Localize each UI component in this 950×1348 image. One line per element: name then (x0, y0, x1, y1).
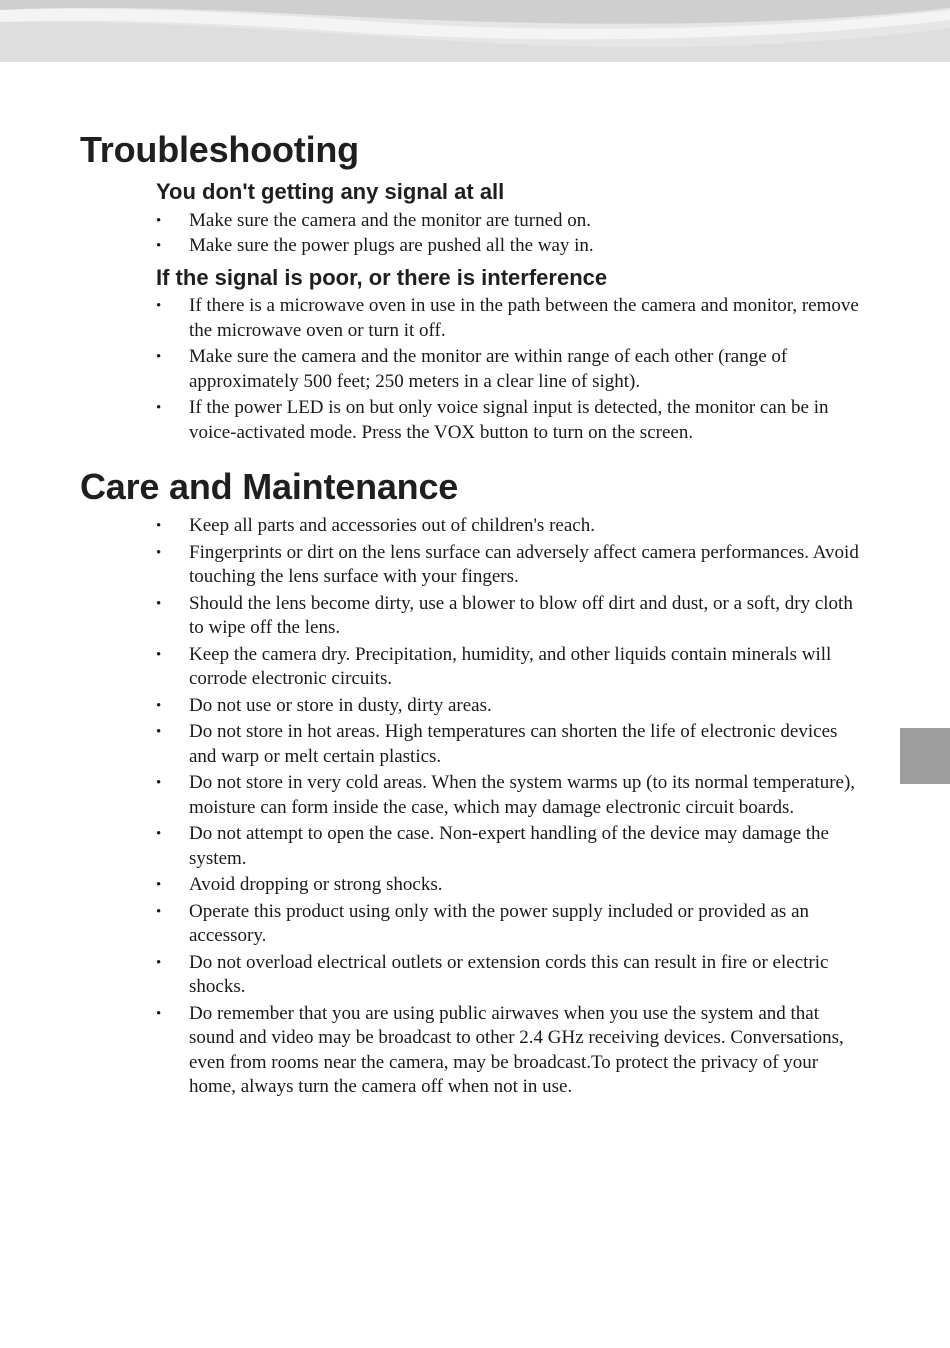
poor-signal-list (156, 294, 866, 445)
no-signal-heading: You don't getting any signal at all (156, 179, 505, 204)
bullet-icon: • (156, 724, 162, 740)
list-item: • If the power LED is on but only voice signal input is detected, the monitor can be in voice-activated mode. Press the VOX button to turn on the screen. (156, 397, 829, 443)
list-item: • Should the lens become dirty, use a blower to blow off dirt and dust, or a soft, dry cloth to wipe off the lens. (156, 592, 853, 638)
bullet-icon: • (156, 237, 162, 254)
list-item: • Make sure the camera and the monitor are within range of each other (range of approximately 500 feet; 250 meters in a clear line of sight). (156, 346, 788, 392)
bullet-icon: • (156, 775, 162, 791)
bullet-icon: • (156, 1005, 162, 1022)
bullet-icon: • (156, 646, 162, 663)
list-item: • Keep the camera dry. Precipitation, humidity, and other liquids contain minerals will corrode electronic circuits. (156, 643, 832, 689)
bullet-icon: • (156, 903, 162, 920)
bullet-icon: • (156, 298, 162, 314)
bullet-icon: • (156, 400, 162, 416)
poor-signal-heading: If the signal is poor, or there is interference (156, 265, 608, 290)
list-item: • Do not store in very cold areas. When the system warms up (to its normal temperature), moisture can form inside the case, which may damage electronic circuit boards. (156, 772, 856, 818)
bullet-icon: • (156, 954, 162, 971)
care-maintenance-title: Care and Maintenance (80, 466, 459, 507)
list-item: • Do not store in hot areas. High temperatures can shorten the life of electronic devices and warp or melt certain plastics. (156, 721, 838, 767)
troubleshooting-title: Troubleshooting (80, 129, 359, 170)
header-wave-graphic (0, 0, 950, 62)
bullet-icon: • (156, 349, 162, 365)
list-item: • Fingerprints or dirt on the lens surface can adversely affect camera performances. Avoid touching the lens surface with your fingers. (156, 541, 859, 587)
bullet-icon: • (156, 595, 162, 612)
list-item: • Do remember that you are using public airwaves when you use the system and that sound and video may be broadcast to other 2.4 GHz receiving devices. Conversations, even from rooms near the camera, may be broadcast.To protect the privacy of your home, always turn the camera off when not in use. (156, 1002, 844, 1097)
bullet-icon: • (156, 826, 162, 842)
list-item: • If there is a microwave oven in use in the path between the camera and monitor, remove the microwave oven or turn it off. (156, 295, 859, 341)
bullet-icon: • (156, 544, 162, 561)
care-list (156, 514, 866, 1100)
list-item: • Do not use or store in dusty, dirty areas. (156, 694, 866, 719)
list-item: • Operate this product using only with the power supply included or provided as an accessory. (156, 900, 810, 946)
list-item: • Keep all parts and accessories out of children's reach. (156, 514, 866, 539)
no-signal-list (156, 209, 866, 258)
list-item: • Do not overload electrical outlets or extension cords this can result in fire or electric shocks. (156, 951, 829, 997)
chapter-tab (900, 728, 950, 784)
list-item: • Make sure the power plugs are pushed all the way in. (156, 234, 866, 259)
list-item: • Do not attempt to open the case. Non-expert handling of the device may damage the system. (156, 823, 829, 869)
bullet-icon: • (156, 697, 162, 714)
list-item: • Avoid dropping or strong shocks. (156, 873, 866, 898)
list-item: • Make sure the camera and the monitor are turned on. (156, 209, 866, 234)
bullet-icon: • (156, 877, 162, 893)
bullet-icon: • (156, 518, 162, 534)
page-header-band (0, 0, 950, 62)
bullet-icon: • (156, 213, 162, 229)
